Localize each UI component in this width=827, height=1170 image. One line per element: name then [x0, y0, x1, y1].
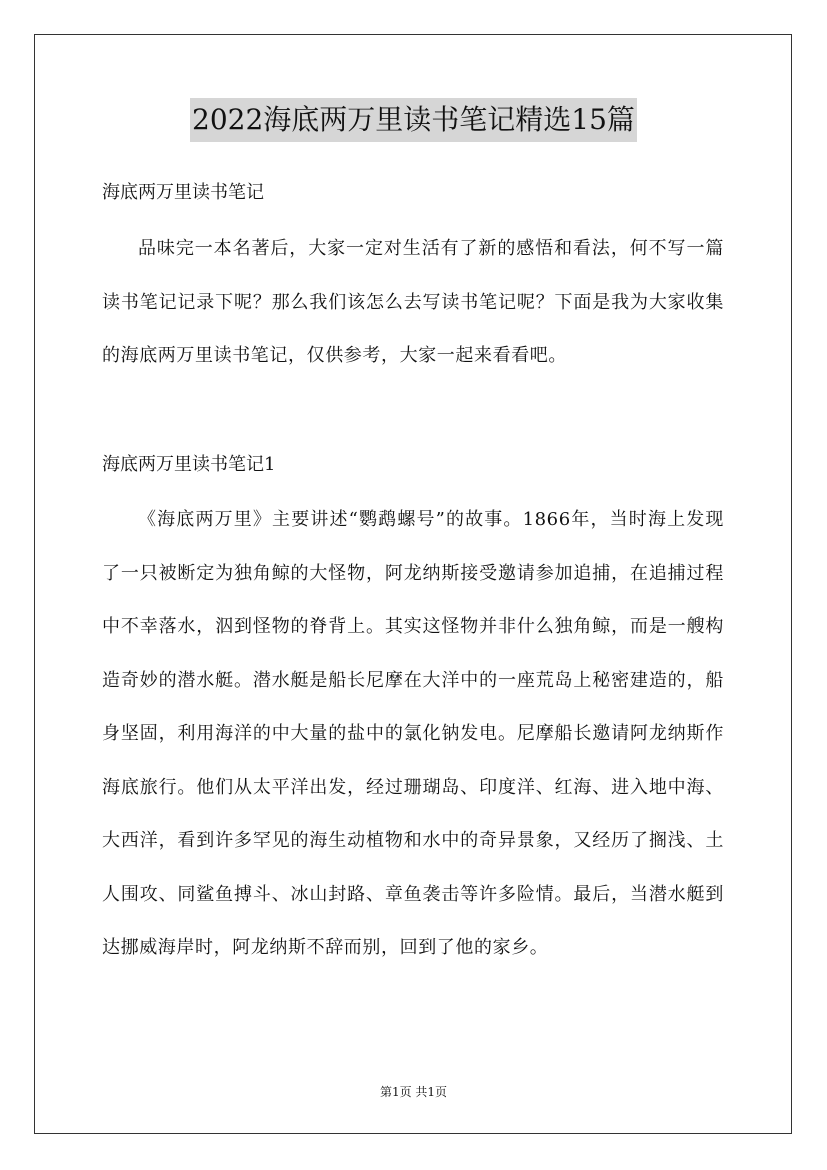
section-heading-1: 海底两万里读书笔记1	[102, 454, 276, 475]
document-title: 2022海底两万里读书笔记精选15篇	[190, 98, 637, 142]
section-heading-intro: 海底两万里读书笔记	[102, 182, 264, 203]
page-footer: 第1页 共1页	[379, 1085, 448, 1099]
paragraph-intro: 品味完一本名著后，大家一定对生活有了新的感悟和看法，何不写一篇读书笔记记录下呢？那么我们该怎么去写读书笔记呢？下面是我为大家收集的海底两万里读书笔记，仅供参考，大家一起来看看吧。	[102, 238, 724, 366]
paragraph-1: 《海底两万里》主要讲述“鹦鹉螺号”的故事。1866年，当时海上发现了一只被断定为独角鲸的大怪物，阿龙纳斯接受邀请参加追捕，在追捕过程中不幸落水，泅到怪物的脊背上。其实这怪物并非什么独角鲸，而是一艘构造奇妙的潜水艇。潜水艇是船长尼摩在大洋中的一座荒岛上秘密建造的，船身坚固，利用海洋的中大量的盐中的氯化钠发电。尼摩船长邀请阿龙纳斯作海底旅行。他们从太平洋出发，经过珊瑚岛、印度洋、红海、进入地中海、大西洋，看到许多罕见的海生动植物和水中的奇异景象，又经历了搁浅、土人围攻、同鲨鱼搏斗、冰山封路、章鱼袭击等许多险情。最后，当潜水艇到达挪威海岸时，阿龙纳斯不辞而别，回到了他的家乡。	[102, 509, 724, 958]
title-container	[0, 98, 827, 142]
